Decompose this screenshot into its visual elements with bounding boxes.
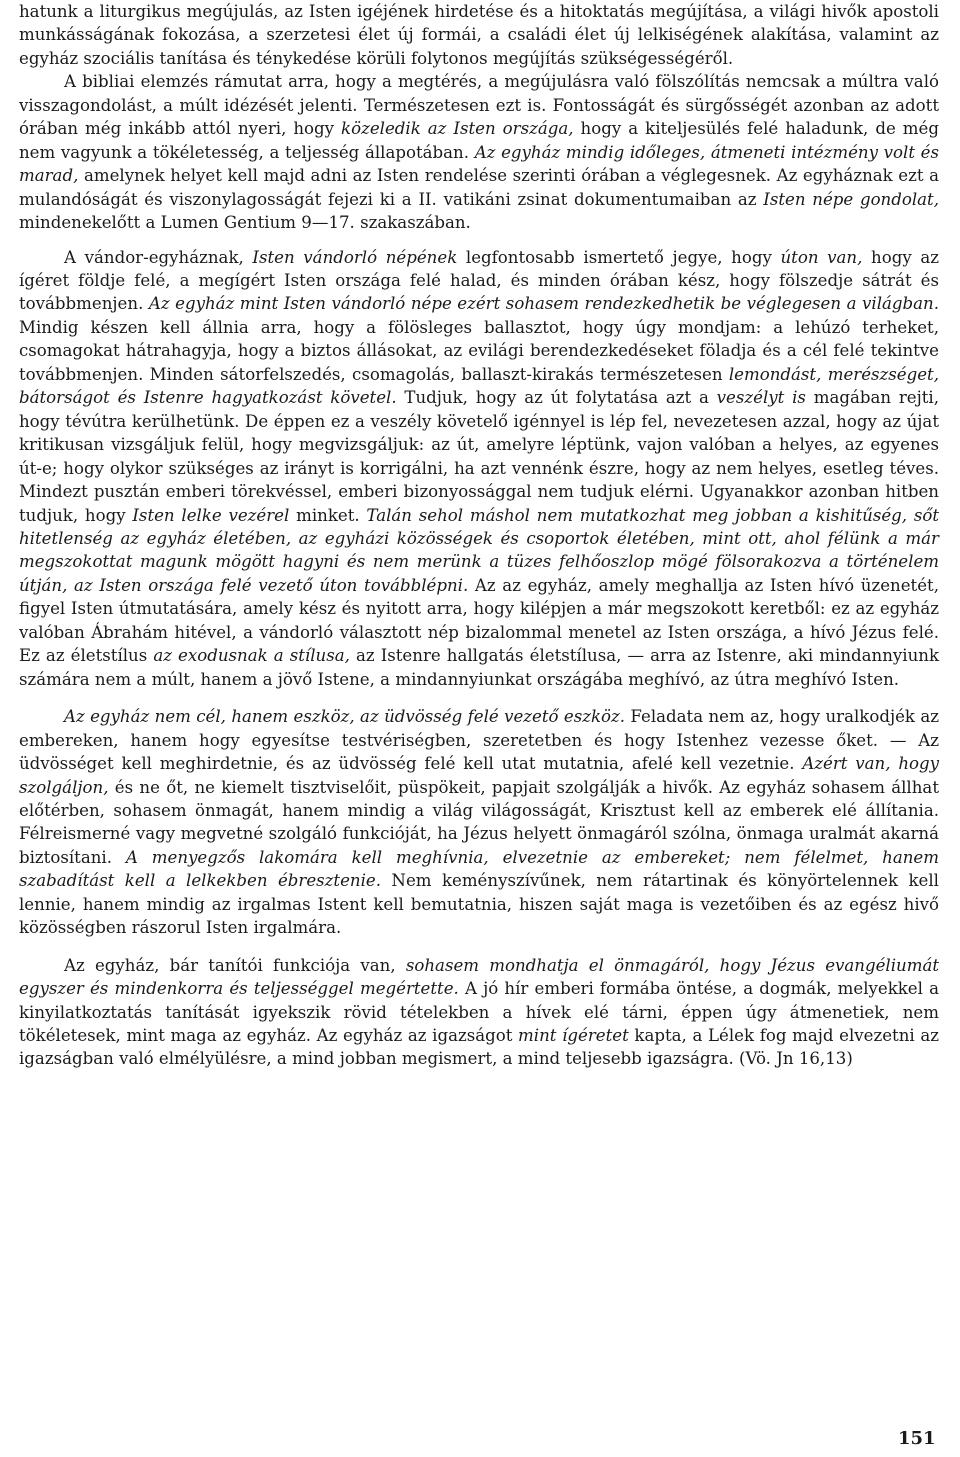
paragraph-2: [19, 70, 939, 234]
paragraph-4: [19, 705, 939, 940]
text-run: hogy az ígéret földje felé, a megígért Isten országa felé halad, és minden órában kész, hogy fölszedje sátrát és továbbmenjen.: [19, 247, 939, 314]
italic-text-run: Azért van, hogy szolgáljon,: [19, 754, 939, 797]
text-run: mindenekelőtt a Lumen Gentium 9—17. szakaszában.: [19, 213, 471, 233]
text-run: Mindig készen kell állnia arra, hogy a fölösleges ballasztot, hogy úgy mondjam: a lehúzó terheket, csomagokat hátrahagyja, hogy a biztos állásokat, az evilági berendezkedéseket föladja és a cél felé tekintve továbbmenjen. Minden sátorfelszedés, csomagolás, ballaszt-kirakás természetesen: [19, 317, 939, 384]
text-run: minket.: [289, 505, 367, 525]
italic-text-run: Talán sehol máshol nem mutatkozhat meg jobban a kishitűség, sőt hitetlenség az egyház életében, az egyházi közösségek és csoportok életében, mint ott, ahol félünk a már megszokottat magunk mögött hagyni és nem merünk a tüzes felhőoszlop mögé fölsorakozva a történelem útján, az Isten országa felé vezető úton továbblépni.: [19, 505, 940, 595]
text-run: A jó hír emberi formába öntése, a dogmák, melyekkel a kinyilatkoztatás tanítását igyekszik rövid tételekben a hívek elé tárni, éppen úgy átmenetiek, nem tökéletesek, mint maga az egyház. Az egyház az igazságot: [19, 979, 939, 1046]
text-run: Feladata nem az, hogy uralkodjék az embereken, hanem hogy egyesítse testvériségben, szeretetben és hogy Istenhez vezesse őket. — Az üdvösséget kell meghirdetnie, és az üdvösség felé kell utat mutatnia, afelé kell vezetnie.: [19, 707, 939, 774]
text-run: hogy a kiteljesülés felé haladunk, de még nem vagyunk a tökéletesség, a teljesség állapotában.: [19, 119, 939, 162]
italic-text-run: lemondást, merészséget, bátorságot és Istenre hagyatkozást követel.: [19, 364, 939, 408]
paragraph-3: [19, 246, 939, 692]
paragraph-1: [19, 0, 939, 70]
paragraph-5: [19, 954, 939, 1071]
text-run: hatunk a liturgikus megújulás, az Isten igéjének hirdetése és a hitoktatás megújítása, a világi hivők apostoli munkásságának fokozása, a szerzetesi élet új formái, a családi élet új lelkiségének alakítása, valamint az egyház szociális tanítása és ténykedése körüli folytonos megújítás szükségességéről.: [19, 2, 939, 68]
italic-text-run: A menyegzős lakomára kell meghívnia, elvezetnie az embereket; nem félelmet, hanem szabadítást kell a lelkekben ébresztenie.: [19, 847, 939, 891]
italic-text-run: úton van,: [780, 247, 863, 267]
italic-text-run: az exodusnak a stílusa,: [153, 646, 350, 666]
text-run: Tudjuk, hogy az út folytatása azt a: [396, 388, 717, 408]
text-run: A bibliai elemzés rámutat arra, hogy a megtérés, a megújulásra való fölszólítás nemcsak a múltra való visszagondolást, a múlt idézését jelenti. Természetesen ezt is. Fontosságát és sürgősségét azonban az adott órában még inkább attól nyeri, hogy: [19, 72, 939, 139]
italic-text-run: veszélyt is: [716, 388, 806, 408]
text-run: A vándor-egyháznak,: [64, 247, 253, 267]
text-run: kapta, a Lélek fog majd elvezetni az igazságban való elmélyülésre, a mind jobban megismert, a mind teljesebb igazságra. (Vö. Jn 16,13): [19, 1026, 939, 1069]
italic-text-run: Isten lelke vezérel: [132, 505, 290, 525]
text-run: amelynek helyet kell majd adni az Isten rendelése szerinti órában a véglegesnek. Az egyháznak ezt a mulandóságát és viszonylagosságát fejezi ki a II. vatikáni zsinat dokumentumaiban az: [19, 166, 939, 209]
text-run: és ne őt, ne kiemelt tisztviselőit, püspökeit, papjait szolgálják a hivők. Az egyház sohasem állhat előtérben, sohasem önmagát, hanem mindig a világ világosságát, Krisztust kell az emberek elé állítania. Félreismerné vagy megvetné szolgáló funkcióját, ha Jézus helyett önmagáról szólna, önmaga uralmát akarná biztosítani.: [19, 777, 939, 867]
text-run: Az egyház, bár tanítói funkciója van,: [64, 955, 406, 975]
page-body: [19, 0, 939, 1071]
italic-text-run: Az egyház mint Isten vándorló népe ezért sohasem rendezkedhetik be véglegesen a világban.: [148, 294, 939, 314]
text-run: Az az egyház, amely meghallja az Isten hívó üzenetét, figyel Isten útmutatására, amely kész és nyitott arra, hogy kilépjen a már megszokott keretből: ez az egyház valóban Ábrahám hitével, a vándorló választott nép bizalommal menetel az Isten országa, a hívó Jézus felé. Ez az életstílus: [19, 575, 939, 666]
text-run: az Istenre hallgatás életstílusa, — arra az Istenre, aki mindannyiunk számára nem a múlt, hanem a jövő Istene, a mindannyiunkat országába meghívó, az útra meghívó Isten.: [19, 646, 940, 689]
italic-text-run: Isten népe gondolat,: [763, 189, 939, 209]
text-run: magában rejti, hogy tévútra kerülhetünk. De éppen ez a veszély követelő igénnyel is lép fel, nevezetesen azzal, hogy az újat kritikusan vizsgáljuk felül, hogy megvizsgáljuk: az út, amelyre léptünk, vajon valóban a helyes, az egyenes út-e; hogy olykor szükséges az irányt is korrigálni, ha azt vennénk észre, hogy az nem helyes, esetleg téves. Mindezt pusztán emberi törekvéssel, emberi bizonyossággal nem tudjuk elérni. Ugyanakkor azonban hitben tudjuk, hogy: [19, 388, 939, 525]
italic-text-run: Az egyház mindig időleges, átmeneti intézmény volt és marad,: [19, 142, 940, 186]
page-number: 151: [898, 1428, 936, 1449]
text-run: Nem keményszívűnek, nem rátartinak és könyörtelennek kell lennie, hanem mindig az irgalmas Istent kell bemutatnia, hiszen saját maga is vezetőiben és az egész hivő közösségben rászorul Isten irgalmára.: [19, 871, 939, 938]
italic-text-run: mint ígéretet: [518, 1026, 629, 1046]
text-run: legfontosabb ismertető jegye, hogy: [457, 247, 781, 267]
italic-text-run: sohasem mondhatja el önmagáról, hogy Jézus evangéliumát egyszer és mindenkorra és teljességgel megértette.: [19, 955, 940, 999]
italic-text-run: Az egyház nem cél, hanem eszköz, az üdvösség felé vezető eszköz.: [64, 707, 626, 727]
italic-text-run: közeledik az Isten országa,: [341, 119, 574, 139]
italic-text-run: Isten vándorló népének: [252, 247, 458, 267]
